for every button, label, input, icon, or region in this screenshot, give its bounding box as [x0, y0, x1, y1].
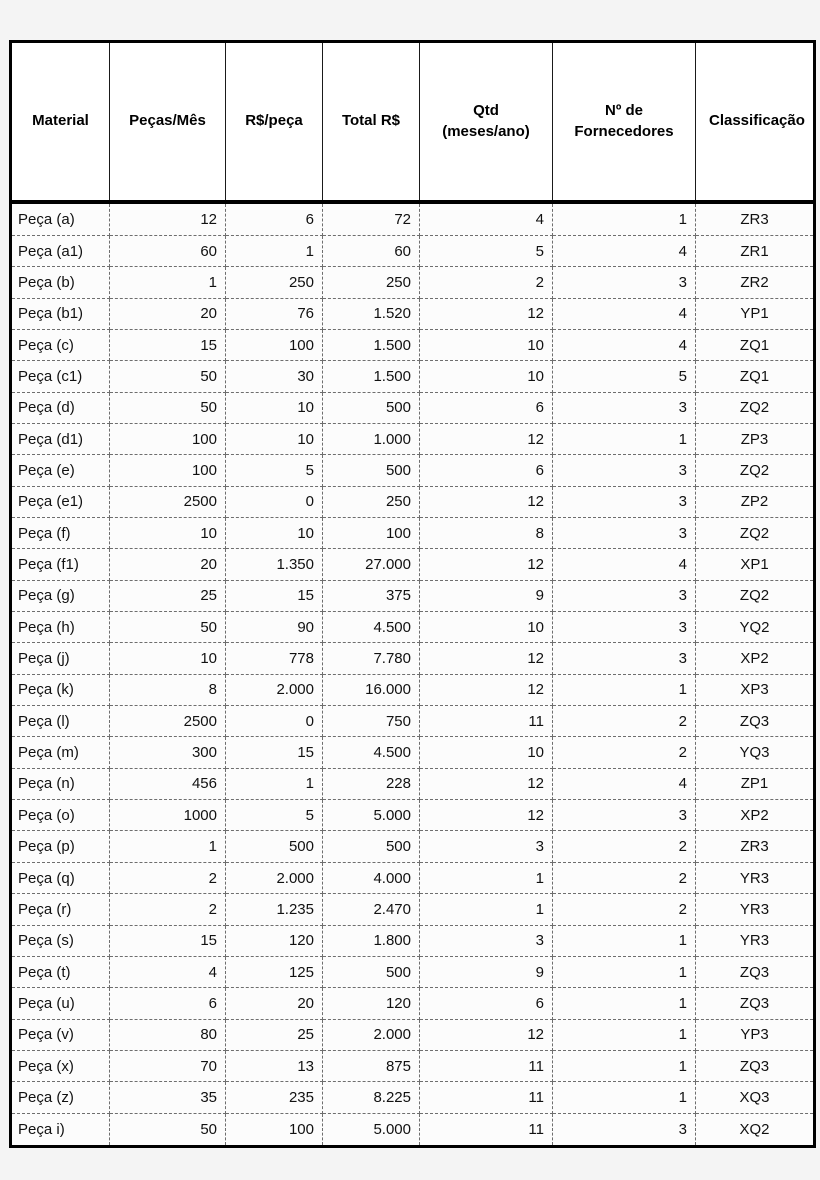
cell: 4.500 — [323, 737, 420, 768]
cell: 1 — [553, 956, 696, 987]
table-row — [11, 800, 815, 831]
cell: 1 — [420, 894, 553, 925]
cell: 12 — [420, 424, 553, 455]
cell: ZQ1 — [696, 329, 815, 360]
cell: 10 — [226, 518, 323, 549]
cell: YR3 — [696, 894, 815, 925]
cell: 3 — [553, 800, 696, 831]
cell: 30 — [226, 361, 323, 392]
cell: 2 — [553, 862, 696, 893]
table-header — [11, 42, 815, 202]
table-row — [11, 925, 815, 956]
cell: 2.470 — [323, 894, 420, 925]
cell: 3 — [553, 455, 696, 486]
cell: ZQ2 — [696, 580, 815, 611]
cell: XQ3 — [696, 1082, 815, 1113]
table-row — [11, 202, 815, 236]
cell: 100 — [323, 518, 420, 549]
table-row — [11, 267, 815, 298]
table-row — [11, 737, 815, 768]
table-row — [11, 1050, 815, 1081]
cell: 4.000 — [323, 862, 420, 893]
cell: 12 — [110, 202, 226, 236]
table-row — [11, 988, 815, 1019]
cell: ZP2 — [696, 486, 815, 517]
cell: XQ2 — [696, 1113, 815, 1146]
table-row — [11, 455, 815, 486]
cell: 3 — [420, 925, 553, 956]
cell: Peça (m) — [11, 737, 110, 768]
cell: 60 — [323, 235, 420, 266]
column-header-1: Peças/Mês — [110, 42, 226, 202]
cell: Peça (u) — [11, 988, 110, 1019]
cell: 12 — [420, 768, 553, 799]
cell: 11 — [420, 1050, 553, 1081]
cell: 6 — [420, 988, 553, 1019]
cell: 3 — [553, 1113, 696, 1146]
cell: 12 — [420, 674, 553, 705]
cell: Peça (f) — [11, 518, 110, 549]
cell: 1 — [553, 202, 696, 236]
cell: 778 — [226, 643, 323, 674]
column-header-3: Total R$ — [323, 42, 420, 202]
cell: Peça (z) — [11, 1082, 110, 1113]
cell: 5 — [420, 235, 553, 266]
cell: 4 — [110, 956, 226, 987]
cell: Peça (c1) — [11, 361, 110, 392]
cell: 2 — [553, 706, 696, 737]
table-row — [11, 1019, 815, 1050]
cell: Peça (b1) — [11, 298, 110, 329]
cell: ZQ3 — [696, 1050, 815, 1081]
cell: 250 — [226, 267, 323, 298]
cell: 1.500 — [323, 361, 420, 392]
table-row — [11, 580, 815, 611]
cell: 12 — [420, 800, 553, 831]
cell: Peça (q) — [11, 862, 110, 893]
cell: 50 — [110, 392, 226, 423]
table-row — [11, 361, 815, 392]
cell: Peça (x) — [11, 1050, 110, 1081]
cell: ZR3 — [696, 202, 815, 236]
column-header-5: Nº de Fornecedores — [553, 42, 696, 202]
cell: 8 — [110, 674, 226, 705]
cell: 1.500 — [323, 329, 420, 360]
cell: Peça (c) — [11, 329, 110, 360]
cell: 9 — [420, 580, 553, 611]
cell: 50 — [110, 612, 226, 643]
cell: 90 — [226, 612, 323, 643]
cell: 3 — [420, 831, 553, 862]
cell: Peça (v) — [11, 1019, 110, 1050]
cell: 5 — [553, 361, 696, 392]
table-row — [11, 1113, 815, 1146]
table-row — [11, 862, 815, 893]
cell: 228 — [323, 768, 420, 799]
cell: 6 — [226, 202, 323, 236]
cell: ZP1 — [696, 768, 815, 799]
cell: 1 — [226, 235, 323, 266]
table-row — [11, 768, 815, 799]
cell: 5 — [226, 455, 323, 486]
cell: 11 — [420, 706, 553, 737]
cell: 500 — [226, 831, 323, 862]
table-row — [11, 235, 815, 266]
table-row — [11, 392, 815, 423]
cell: 60 — [110, 235, 226, 266]
cell: 6 — [420, 392, 553, 423]
cell: YR3 — [696, 862, 815, 893]
cell: 10 — [110, 518, 226, 549]
table-row — [11, 486, 815, 517]
cell: Peça (n) — [11, 768, 110, 799]
cell: 750 — [323, 706, 420, 737]
cell: 10 — [420, 361, 553, 392]
cell: ZQ3 — [696, 706, 815, 737]
cell: YQ3 — [696, 737, 815, 768]
cell: Peça (e1) — [11, 486, 110, 517]
cell: 100 — [110, 455, 226, 486]
cell: 1 — [226, 768, 323, 799]
cell: 120 — [226, 925, 323, 956]
cell: ZP3 — [696, 424, 815, 455]
cell: 25 — [110, 580, 226, 611]
cell: ZR3 — [696, 831, 815, 862]
header-row — [11, 42, 815, 202]
cell: Peça (j) — [11, 643, 110, 674]
cell: YP3 — [696, 1019, 815, 1050]
cell: 15 — [110, 925, 226, 956]
cell: 2.000 — [323, 1019, 420, 1050]
cell: 3 — [553, 267, 696, 298]
cell: 12 — [420, 1019, 553, 1050]
cell: 10 — [420, 612, 553, 643]
table-row — [11, 1082, 815, 1113]
cell: Peça (k) — [11, 674, 110, 705]
cell: Peça (p) — [11, 831, 110, 862]
table-row — [11, 831, 815, 862]
cell: 5.000 — [323, 800, 420, 831]
cell: 12 — [420, 486, 553, 517]
cell: 456 — [110, 768, 226, 799]
cell: 2500 — [110, 706, 226, 737]
cell: XP2 — [696, 800, 815, 831]
cell: ZQ1 — [696, 361, 815, 392]
cell: Peça (b) — [11, 267, 110, 298]
cell: 235 — [226, 1082, 323, 1113]
cell: 76 — [226, 298, 323, 329]
cell: 50 — [110, 1113, 226, 1146]
table-row — [11, 518, 815, 549]
cell: ZQ3 — [696, 988, 815, 1019]
cell: 2500 — [110, 486, 226, 517]
cell: 1.235 — [226, 894, 323, 925]
cell: 13 — [226, 1050, 323, 1081]
cell: 100 — [226, 329, 323, 360]
cell: 7.780 — [323, 643, 420, 674]
cell: 3 — [553, 643, 696, 674]
cell: 12 — [420, 298, 553, 329]
cell: 1 — [553, 1019, 696, 1050]
cell: 10 — [420, 737, 553, 768]
cell: 8.225 — [323, 1082, 420, 1113]
cell: 4 — [553, 235, 696, 266]
cell: 120 — [323, 988, 420, 1019]
table-row — [11, 329, 815, 360]
cell: 20 — [226, 988, 323, 1019]
column-header-6: Classificação — [696, 42, 815, 202]
cell: 6 — [110, 988, 226, 1019]
cell: 10 — [226, 392, 323, 423]
cell: 12 — [420, 643, 553, 674]
cell: 15 — [226, 580, 323, 611]
cell: Peça (s) — [11, 925, 110, 956]
cell: 250 — [323, 486, 420, 517]
cell: 500 — [323, 831, 420, 862]
cell: 8 — [420, 518, 553, 549]
cell: Peça (h) — [11, 612, 110, 643]
cell: 0 — [226, 706, 323, 737]
cell: Peça (r) — [11, 894, 110, 925]
cell: 1 — [110, 267, 226, 298]
cell: 500 — [323, 956, 420, 987]
cell: Peça (f1) — [11, 549, 110, 580]
cell: 11 — [420, 1113, 553, 1146]
cell: 2 — [553, 894, 696, 925]
cell: Peça (g) — [11, 580, 110, 611]
cell: ZQ2 — [696, 455, 815, 486]
cell: ZR2 — [696, 267, 815, 298]
cell: 250 — [323, 267, 420, 298]
cell: 15 — [110, 329, 226, 360]
cell: ZQ2 — [696, 518, 815, 549]
cell: 5 — [226, 800, 323, 831]
materials-classification-table — [9, 40, 816, 1148]
cell: 6 — [420, 455, 553, 486]
cell: 4 — [420, 202, 553, 236]
cell: 10 — [226, 424, 323, 455]
cell: 4.500 — [323, 612, 420, 643]
cell: 80 — [110, 1019, 226, 1050]
cell: 1 — [420, 862, 553, 893]
cell: XP1 — [696, 549, 815, 580]
cell: 100 — [110, 424, 226, 455]
cell: 70 — [110, 1050, 226, 1081]
cell: 1.520 — [323, 298, 420, 329]
cell: 100 — [226, 1113, 323, 1146]
table-row — [11, 643, 815, 674]
cell: 1000 — [110, 800, 226, 831]
cell: 300 — [110, 737, 226, 768]
cell: Peça (l) — [11, 706, 110, 737]
cell: 1 — [553, 1082, 696, 1113]
table-row — [11, 894, 815, 925]
cell: Peça i) — [11, 1113, 110, 1146]
cell: 1 — [553, 1050, 696, 1081]
cell: 15 — [226, 737, 323, 768]
cell: 4 — [553, 768, 696, 799]
table-row — [11, 674, 815, 705]
cell: 10 — [420, 329, 553, 360]
cell: 1 — [553, 925, 696, 956]
cell: YP1 — [696, 298, 815, 329]
cell: 125 — [226, 956, 323, 987]
cell: YR3 — [696, 925, 815, 956]
table-row — [11, 549, 815, 580]
cell: 500 — [323, 455, 420, 486]
cell: 2 — [110, 894, 226, 925]
cell: 9 — [420, 956, 553, 987]
cell: 2.000 — [226, 862, 323, 893]
cell: 1 — [110, 831, 226, 862]
cell: 2 — [110, 862, 226, 893]
column-header-4: Qtd (meses/ano) — [420, 42, 553, 202]
cell: XP2 — [696, 643, 815, 674]
cell: 4 — [553, 549, 696, 580]
cell: Peça (o) — [11, 800, 110, 831]
cell: ZR1 — [696, 235, 815, 266]
cell: 2 — [553, 737, 696, 768]
cell: 2 — [420, 267, 553, 298]
cell: Peça (a1) — [11, 235, 110, 266]
cell: Peça (a) — [11, 202, 110, 236]
table-row — [11, 298, 815, 329]
cell: Peça (d) — [11, 392, 110, 423]
cell: 72 — [323, 202, 420, 236]
cell: 500 — [323, 392, 420, 423]
cell: Peça (e) — [11, 455, 110, 486]
column-header-2: R$/peça — [226, 42, 323, 202]
cell: 27.000 — [323, 549, 420, 580]
cell: 10 — [110, 643, 226, 674]
cell: 20 — [110, 298, 226, 329]
cell: 50 — [110, 361, 226, 392]
cell: 1 — [553, 988, 696, 1019]
cell: 35 — [110, 1082, 226, 1113]
table-body — [11, 202, 815, 1147]
cell: 3 — [553, 392, 696, 423]
cell: 1.350 — [226, 549, 323, 580]
cell: 3 — [553, 580, 696, 611]
cell: 3 — [553, 612, 696, 643]
column-header-0: Material — [11, 42, 110, 202]
cell: 25 — [226, 1019, 323, 1050]
cell: 12 — [420, 549, 553, 580]
cell: XP3 — [696, 674, 815, 705]
table-row — [11, 424, 815, 455]
cell: Peça (t) — [11, 956, 110, 987]
cell: 1 — [553, 674, 696, 705]
table-row — [11, 706, 815, 737]
cell: ZQ3 — [696, 956, 815, 987]
cell: 1 — [553, 424, 696, 455]
cell: ZQ2 — [696, 392, 815, 423]
cell: 2.000 — [226, 674, 323, 705]
cell: 0 — [226, 486, 323, 517]
cell: 1.800 — [323, 925, 420, 956]
table-row — [11, 612, 815, 643]
cell: Peça (d1) — [11, 424, 110, 455]
cell: 5.000 — [323, 1113, 420, 1146]
cell: 875 — [323, 1050, 420, 1081]
cell: 3 — [553, 518, 696, 549]
cell: 11 — [420, 1082, 553, 1113]
cell: 16.000 — [323, 674, 420, 705]
cell: 4 — [553, 298, 696, 329]
cell: 1.000 — [323, 424, 420, 455]
cell: YQ2 — [696, 612, 815, 643]
cell: 2 — [553, 831, 696, 862]
cell: 3 — [553, 486, 696, 517]
cell: 375 — [323, 580, 420, 611]
cell: 4 — [553, 329, 696, 360]
table-row — [11, 956, 815, 987]
cell: 20 — [110, 549, 226, 580]
